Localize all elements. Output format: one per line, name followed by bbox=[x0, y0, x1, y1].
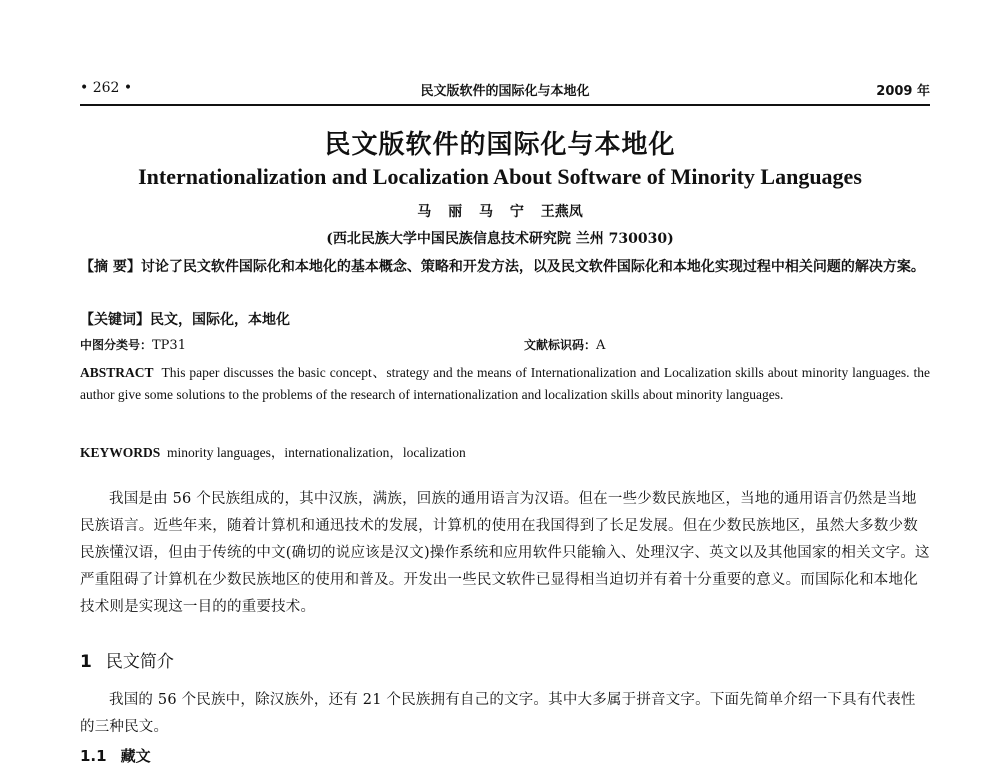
section-1-paragraph: 我国的 56 个民族中，除汉族外，还有 21 个民族拥有自己的文字。其中大多属于拼音文字。下面先简单介绍一下具有代表性的三种民文。 bbox=[80, 692, 916, 735]
abstract-english bbox=[80, 362, 930, 406]
intro-paragraph: 我国是由 56 个民族组成的，其中汉族，满族，回族的通用语言为汉语。但在一些少数民族地区，当地的通用语言仍然是当地民族语言。近些年来，随着计算机和通迅技术的发展，计算机的使用在我国得到了长足发展。但在少数民族地区，虽然大多数少数民族懂汉语，但由于传统的中文(确切的说应该是汉文)操作系统和应用软件只能输入、处理汉字、英文以及其他国家的相关文字。这严重阻碍了计算机在少数民族地区的使用和普及。开发出一些民文软件已显得相当迫切并有着十分重要的意义。而国际化和本地化技术则是实现这一目的的重要技术。 bbox=[80, 491, 930, 615]
clc-code bbox=[80, 336, 186, 353]
section-1-1-title: 藏文 bbox=[120, 747, 151, 765]
page-number: • 262 • bbox=[80, 80, 133, 96]
title-english: Internationalization and Localization About Software of Minority Languages bbox=[138, 164, 862, 189]
abstract-label: 【摘 要】 bbox=[80, 259, 141, 275]
section-1-1-number: 1.1 bbox=[80, 747, 107, 765]
affiliation: (西北民族大学中国民族信息技术研究院 兰州 730030) bbox=[326, 231, 674, 247]
doc-value: A bbox=[596, 338, 606, 353]
running-title: 民文版软件的国际化与本地化 bbox=[420, 84, 590, 99]
header-year: 2009 年 bbox=[876, 84, 930, 99]
running-header bbox=[80, 80, 930, 102]
classification-row bbox=[80, 336, 930, 356]
abstract-en-text: This paper discusses the basic concept、strategy and the means of Internationalization and Localization skills about minority languages. the author give some solutions to the problems of the research of internationalization and localization skills about minority languages. bbox=[80, 365, 931, 402]
abstract-chinese bbox=[80, 256, 930, 279]
abstract-en-label: ABSTRACT bbox=[80, 365, 154, 380]
section-1-1-heading bbox=[80, 745, 151, 766]
abstract-text: 讨论了民文软件国际化和本地化的基本概念、策略和开发方法，以及民文软件国际化和本地化实现过程中相关问题的解决方案。 bbox=[140, 259, 925, 275]
clc-label: 中图分类号： bbox=[80, 338, 153, 352]
section-1-number: 1 bbox=[80, 652, 92, 672]
keywords-chinese bbox=[80, 309, 930, 329]
keywords-en-label: KEYWORDS bbox=[80, 445, 161, 460]
section-1-heading bbox=[80, 647, 174, 672]
document-code bbox=[524, 336, 605, 353]
keywords-english bbox=[80, 441, 930, 461]
title-chinese: 民文版软件的国际化与本地化 bbox=[324, 130, 676, 160]
header-rule bbox=[80, 104, 930, 106]
authors: 马 丽 马 宁 王燕凤 bbox=[417, 204, 583, 220]
section-1-title: 民文简介 bbox=[105, 652, 174, 672]
doc-label: 文献标识码： bbox=[524, 338, 597, 352]
keywords-en-text: minority languages，internationalization，localization bbox=[167, 445, 466, 460]
clc-value: TP31 bbox=[152, 338, 186, 353]
keywords-text: 民文，国际化，本地化 bbox=[150, 312, 290, 328]
keywords-label: 【关键词】 bbox=[80, 312, 150, 328]
